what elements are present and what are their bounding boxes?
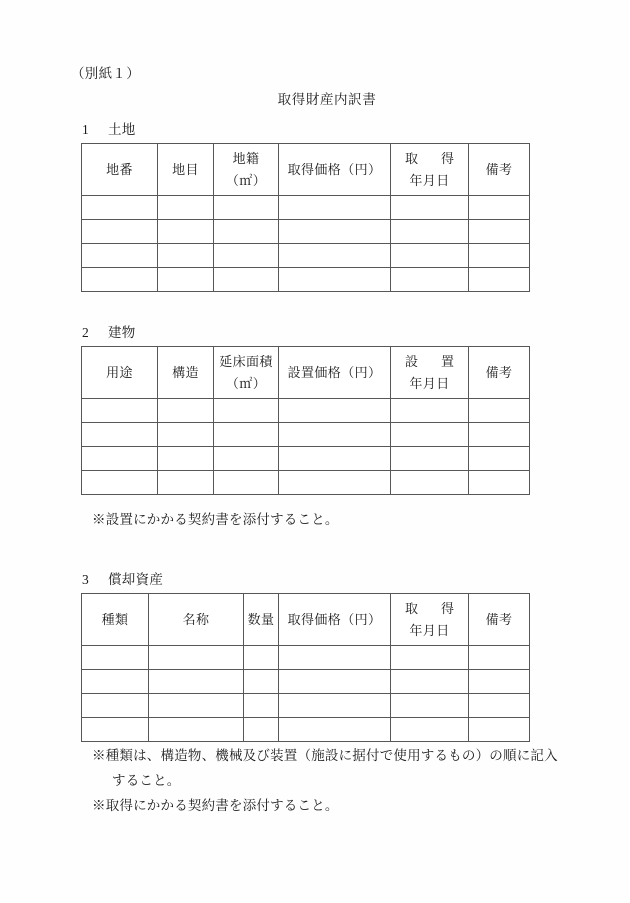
land-cell-lot-number[interactable] (82, 268, 158, 292)
section-land-number: 1 (82, 122, 90, 137)
building-col-remarks: 備考 (469, 347, 530, 399)
depreciable-cell-name[interactable] (149, 670, 244, 694)
depreciable-note-contract-attachment: ※取得にかかる契約書を添付すること。 (92, 797, 339, 813)
building-cell-remarks[interactable] (469, 423, 530, 447)
depreciable-cell-quantity[interactable] (244, 718, 279, 742)
building-col-usage: 用途 (82, 347, 158, 399)
depreciable-notes (92, 744, 592, 819)
land-cell-lot-number[interactable] (82, 244, 158, 268)
building-col-installation-date: 設 置 年月日 (391, 347, 469, 399)
section-depreciable-number: 3 (82, 572, 90, 587)
section-building-number: 2 (82, 325, 90, 340)
building-col-structure: 構造 (158, 347, 214, 399)
land-col-lot-number: 地番 (82, 144, 158, 196)
depreciable-cell-type[interactable] (82, 694, 149, 718)
land-cell-acquisition-price[interactable] (279, 268, 391, 292)
land-cell-acquisition-date[interactable] (391, 196, 469, 220)
building-cell-installation-price[interactable] (279, 399, 391, 423)
building-cell-remarks[interactable] (469, 399, 530, 423)
building-note: ※設置にかかる契約書を添付すること。 (92, 512, 339, 527)
table-row (82, 447, 530, 471)
section-building-heading (82, 321, 529, 341)
depreciable-cell-acquisition-date[interactable] (391, 646, 469, 670)
land-col-acquisition-date: 取 得 年月日 (391, 144, 469, 196)
land-cell-remarks[interactable] (469, 268, 530, 292)
building-cell-floor-area[interactable] (214, 447, 279, 471)
table-row (82, 268, 530, 292)
depreciable-cell-quantity[interactable] (244, 646, 279, 670)
section-depreciable-heading (82, 568, 529, 588)
depreciable-cell-name[interactable] (149, 718, 244, 742)
section-land-name: 土地 (108, 122, 136, 137)
table-row (82, 471, 530, 495)
building-cell-usage[interactable] (82, 399, 158, 423)
land-cell-acquisition-date[interactable] (391, 244, 469, 268)
depreciable-cell-acquisition-price[interactable] (279, 670, 391, 694)
depreciable-cell-remarks[interactable] (469, 694, 530, 718)
land-col-remarks: 備考 (469, 144, 530, 196)
page-title-text: 取得財産内訳書 (277, 92, 377, 107)
land-cell-acquisition-price[interactable] (279, 220, 391, 244)
table-row (82, 244, 530, 268)
land-table (81, 143, 530, 292)
depreciable-note-type-order: ※種類は、構造物、機械及び装置（施設に据付で使用するもの）の順に記入 (92, 748, 558, 763)
table-row (82, 423, 530, 447)
depreciable-cell-remarks[interactable] (469, 646, 530, 670)
building-cell-installation-date[interactable] (391, 399, 469, 423)
building-cell-installation-price[interactable] (279, 423, 391, 447)
page-title (0, 88, 630, 108)
depreciable-assets-table (81, 593, 530, 742)
land-cell-acquisition-price[interactable] (279, 244, 391, 268)
depreciable-cell-remarks[interactable] (469, 718, 530, 742)
building-cell-installation-price[interactable] (279, 447, 391, 471)
section-building-name: 建物 (108, 325, 136, 340)
section-building (81, 321, 529, 495)
depreciable-col-quantity: 数量 (244, 594, 279, 646)
land-cell-land-category[interactable] (158, 268, 214, 292)
depreciable-cell-quantity[interactable] (244, 694, 279, 718)
land-cell-area[interactable] (214, 220, 279, 244)
table-row (82, 646, 530, 670)
building-cell-usage[interactable] (82, 423, 158, 447)
depreciable-note-type-order-continued: すること。 (112, 772, 181, 788)
table-row (82, 220, 530, 244)
depreciable-col-name: 名称 (149, 594, 244, 646)
depreciable-cell-remarks[interactable] (469, 670, 530, 694)
land-cell-land-category[interactable] (158, 244, 214, 268)
depreciable-cell-acquisition-date[interactable] (391, 718, 469, 742)
land-cell-lot-number[interactable] (82, 196, 158, 220)
depreciable-cell-acquisition-date[interactable] (391, 670, 469, 694)
building-col-floor-area: 延床面積 （㎡） (214, 347, 279, 399)
building-cell-floor-area[interactable] (214, 399, 279, 423)
land-cell-remarks[interactable] (469, 196, 530, 220)
land-cell-lot-number[interactable] (82, 220, 158, 244)
depreciable-cell-acquisition-price[interactable] (279, 718, 391, 742)
land-table-header-row (82, 144, 530, 196)
building-cell-floor-area[interactable] (214, 471, 279, 495)
building-cell-installation-date[interactable] (391, 447, 469, 471)
table-row (82, 694, 530, 718)
building-cell-floor-area[interactable] (214, 423, 279, 447)
land-cell-acquisition-price[interactable] (279, 196, 391, 220)
section-depreciable-assets (81, 568, 529, 742)
depreciable-col-remarks: 備考 (469, 594, 530, 646)
building-table-header-row (82, 347, 530, 399)
land-col-acquisition-price: 取得価格（円） (279, 144, 391, 196)
depreciable-cell-name[interactable] (149, 694, 244, 718)
table-row (82, 670, 530, 694)
building-cell-structure[interactable] (158, 423, 214, 447)
building-cell-installation-date[interactable] (391, 471, 469, 495)
building-cell-installation-date[interactable] (391, 423, 469, 447)
section-land-heading (82, 118, 529, 138)
section-land (81, 118, 529, 292)
land-col-area: 地籍 （㎡） (214, 144, 279, 196)
building-col-installation-price: 設置価格（円） (279, 347, 391, 399)
depreciable-cell-acquisition-date[interactable] (391, 694, 469, 718)
depreciable-cell-acquisition-price[interactable] (279, 646, 391, 670)
land-cell-area[interactable] (214, 196, 279, 220)
table-row (82, 718, 530, 742)
depreciable-table-header-row (82, 594, 530, 646)
land-cell-acquisition-date[interactable] (391, 268, 469, 292)
land-col-land-category: 地目 (158, 144, 214, 196)
section-depreciable-name: 償却資産 (108, 572, 164, 587)
land-cell-land-category[interactable] (158, 220, 214, 244)
land-cell-acquisition-date[interactable] (391, 220, 469, 244)
depreciable-cell-quantity[interactable] (244, 670, 279, 694)
building-cell-usage[interactable] (82, 471, 158, 495)
document-reference-label: （別紙１） (71, 66, 140, 81)
building-table (81, 346, 530, 495)
depreciable-col-type: 種類 (82, 594, 149, 646)
depreciable-cell-acquisition-price[interactable] (279, 694, 391, 718)
depreciable-cell-name[interactable] (149, 646, 244, 670)
building-cell-structure[interactable] (158, 447, 214, 471)
land-cell-area[interactable] (214, 244, 279, 268)
depreciable-col-acquisition-price: 取得価格（円） (279, 594, 391, 646)
depreciable-col-acquisition-date: 取 得 年月日 (391, 594, 469, 646)
depreciable-cell-type[interactable] (82, 670, 149, 694)
table-row (82, 399, 530, 423)
building-cell-installation-price[interactable] (279, 471, 391, 495)
building-cell-usage[interactable] (82, 447, 158, 471)
land-cell-land-category[interactable] (158, 196, 214, 220)
land-cell-area[interactable] (214, 268, 279, 292)
building-cell-remarks[interactable] (469, 471, 530, 495)
building-cell-structure[interactable] (158, 471, 214, 495)
building-cell-structure[interactable] (158, 399, 214, 423)
depreciable-cell-type[interactable] (82, 646, 149, 670)
land-cell-remarks[interactable] (469, 220, 530, 244)
building-cell-remarks[interactable] (469, 447, 530, 471)
depreciable-cell-type[interactable] (82, 718, 149, 742)
land-cell-remarks[interactable] (469, 244, 530, 268)
table-row (82, 196, 530, 220)
